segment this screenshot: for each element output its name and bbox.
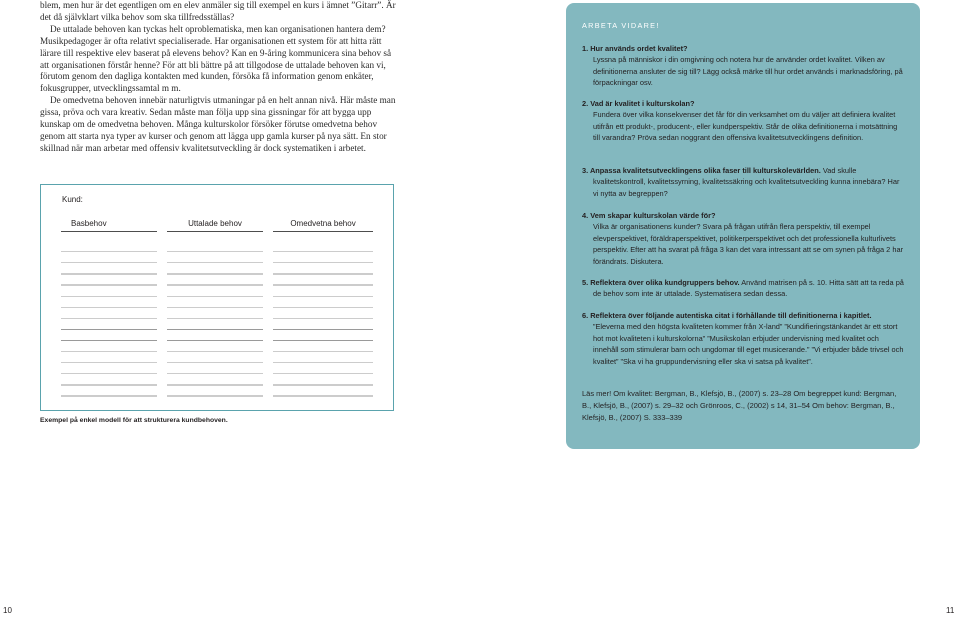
question-title: 4. Vem skapar kulturskolan värde för? [582, 211, 716, 220]
page-number-right: 11 [946, 606, 955, 615]
column-rule [167, 231, 263, 232]
paragraph-1: blem, men hur är det egentligen om en elev anmäler sig till exempel en kurs i ämnet ”Gitarr”. Är det då självklart vilka behov som ska tillfredsställas? [40, 0, 396, 22]
page-number-left: 10 [3, 606, 12, 615]
column-uttalade-behov [167, 215, 263, 403]
question-2 [582, 98, 904, 144]
column-basbehov [61, 215, 157, 403]
customer-needs-matrix [40, 184, 394, 411]
read-more: Läs mer! Om kvalitet: Bergman, B., Klefsjö, B., (2007) s. 23–28 Om begreppet kund: Bergman, B., Klefsjö, B., (2007) s. 29–32 och Grönroos, C., (2002) s 14, 31–54 Om behov: Bergman, B., Klefsjö, B., (2007) S. 333–339 [582, 389, 897, 422]
column-rule [61, 231, 157, 232]
write-lines [61, 241, 157, 403]
column-header: Uttalade behov [188, 219, 242, 228]
question-title: 5. Reflektera över olika kundgruppers behov. [582, 278, 740, 287]
paragraph-3: De omedvetna behoven innebär naturligtvis utmaningar på en helt annan nivå. Här måste man gissa, pröva och vara kreativ. Sedan måste man följa upp sina gissningar för att bygga upp kunskap om de omedvetna behoven. Många kulturskolor försöker förutse omedvetna behov genom att starta nya typer av kurser och genom att lägga upp gamla kurser på nya sätt. En stor skillnad när man arbetar med offensiv kvalitetsutveckling är dock systematiken i arbetet. [40, 95, 396, 153]
question-5 [582, 277, 904, 300]
needs-table [61, 215, 373, 403]
column-omedvetna-behov [273, 215, 373, 403]
column-header: Basbehov [71, 219, 107, 228]
question-title: 3. Anpassa kvalitetsutvecklingens olika faser till kulturskolevärlden. [582, 166, 821, 175]
write-lines [167, 241, 263, 403]
question-body: Fundera över vilka konsekvenser det får för din verksamhet om du väljer att definiera kvalitet utifrån ett produkt-, producent-, eller kundperspektiv. Står de olika definitionerna i motsättning till varandra? Pröva sedan noggrant den offensiva kvalitetsutvecklingens definition. [593, 110, 898, 143]
write-lines [273, 241, 373, 403]
left-body-text [40, 0, 396, 155]
column-rule [273, 231, 373, 232]
question-title: 6. Reflektera över följande autentiska citat i förhållande till definitionerna i kapitlet. [582, 311, 872, 320]
panel-heading: ARBETA VIDARE! [582, 21, 660, 30]
question-body: Vilka är organisationens kunder? Svara på frågan utifrån flera perspektiv, till exempel elevperspektivet, föräldraperspektivet, politikerperspektivet och det professionella kulturlivets perspektiv. Efter att ha svarat på fråga 3 kan det vara intressant att se om synen på fråga 2 har förändrats. Diskutera. [593, 222, 904, 266]
question-body: Använd matrisen på s. 10. Hitta sätt att ta reda på de behov som inte är uttalade. Systematisera sedan dessa. [593, 278, 904, 299]
paragraph-2: De uttalade behoven kan tyckas helt oproblematiska, men kan organisationen hantera dem? Musikpedagoger är ofta relativt specialiserade. Har organisationen ett system för att hitta rätt lärare till respektive elev baserat på elevens behov? Kan en 9-åring kommunicera sina behov så att organisationen förstår henne? För att bli bättre på att tillgodose de uttalade behoven kan vi, förutom genom den dagliga kontakten med kunden, försöka få information genom enkäter, fokusgrupper, utvecklingssamtal m m. [40, 23, 392, 94]
question-6 [582, 310, 904, 367]
question-body: Vad skulle kvalitetskontroll, kvalitetssyrning, kvalitetssäkring och kvalitetsutveckling kunna innebära? Har vi nytta av begreppen? [593, 166, 900, 198]
question-3 [582, 165, 904, 199]
question-4 [582, 210, 904, 267]
question-body: ”Eleverna med den högsta kvaliteten kommer från X-land” ”Kundifieringstänkandet är ett stort hot mot kvaliteten i kulturskolorna” ”Musikskolan erbjuder undervisning med kvalitet och innehåll som stimulerar barn och ungdomar till eget musicerande.” ”Vi erbjuder både trivsel och kvalitet” ”Ska vi ha gruppundervisning eller ska vi satsa på kvalitet”. [593, 322, 904, 366]
exercise-panel [566, 3, 920, 449]
question-title: 2. Vad är kvalitet i kulturskolan? [582, 99, 695, 108]
question-title: 1. Hur används ordet kvalitet? [582, 44, 688, 53]
question-body: Lyssna på människor i din omgivning och notera hur de använder ordet kvalitet. Vilken av definitionerna ansluter de sig till? Lägg också märke till hur ordet används i marknadsföring, på förpackningar osv. [593, 55, 903, 88]
question-1 [582, 43, 904, 89]
figure-caption: Exempel på enkel modell för att strukturera kundbehoven. [40, 417, 228, 424]
kund-label: Kund: [62, 195, 83, 204]
column-header: Omedvetna behov [290, 219, 356, 228]
